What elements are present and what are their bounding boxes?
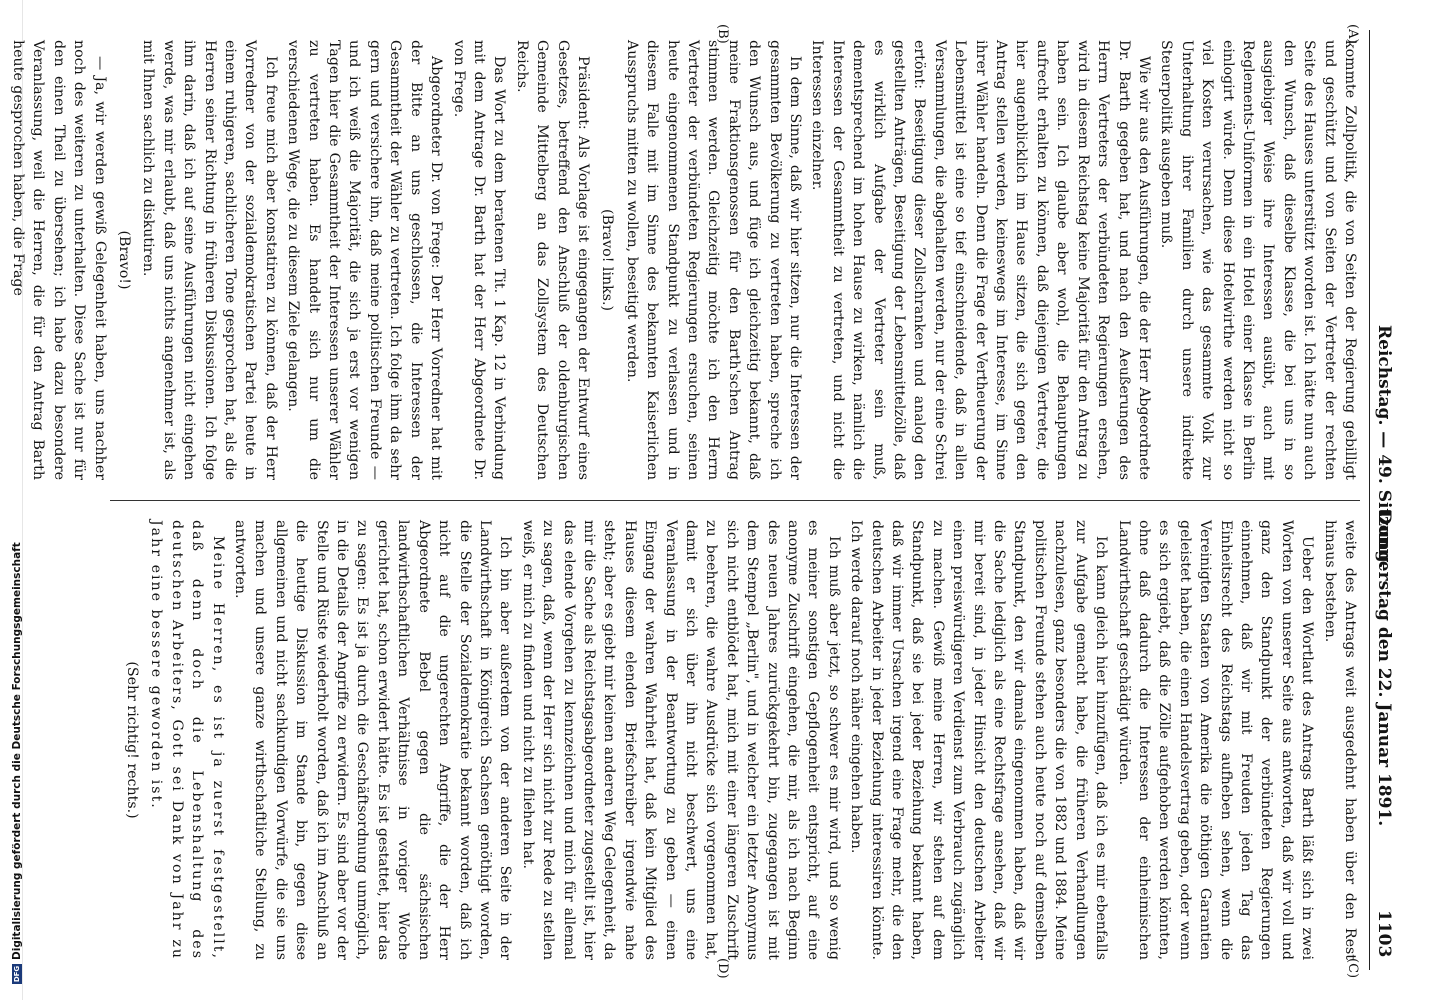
dfg-logo: DFG (13, 965, 21, 983)
paragraph: Ich muß aber jetzt, so schwer es mir wird, und so wenig es meiner sonstigen Gepflogenheit entspricht, auf eine anonyme Zuschrift eingehen, die mir, als ich nach Beginn des neuen Jahres zurückgekehrt bin, zugegangen ist mit dem Stempel „Berlin", und in welcher ein letzter Anonymus sich nicht entblödet hat, mich mit einer längeren Zuschrift zu beehren, die wahre Ausdrücke sich vorgenommen hat, damit er sich über ihn nicht beschwert, uns eine Veranlassung in der Beantwortung zu geben — einen Eingang der wahren Wahrheit hat, daß kein Mitglied des Hauses diesem elenden Briefschreiber irgendwie nahe steht; aber es giebt mir keinen anderen Weg Gelegenheit, da mir die Sache als Reichstagsabgeordneter zugestellt ist, hier das elende Vorgehen zu kennzeichnen und mich für allemal zu sagen, daß, wenn der Herr sich nicht zur Rede zu stellen weiß, er mich zu finden und nicht zu fliehen hat. (519, 520, 842, 960)
stage-direction: (Bravo!) (116, 230, 133, 290)
speech-paragraph: Abgeordneter Dr. von Frege: Der Herr Vorredner hat mit der Bitte an uns geschlossen, die Interessen der Gesammtheit der Wähler zu vertreten. Ich folge ihm da sehr gern und versichere ihn, daß meine politischen Freunde — und ich weiß die Majorität, die sich ja erst vor wenigen Tagen hier die Gesammtheit der Interessen unserer Wähler zu vertreten haben. Es handelt sich nur um die verschiedenen Wege, die zu diesem Ziele gelangen. (285, 40, 445, 480)
paragraph: Ich bin aber außerdem von der anderen Seite in der Landwirthschaft in Königreich Sachsen genöthigt worden, die Stelle der Sozialdemokratie bekannt worden, daß ich nicht auf die ungerechten Angriffe, die der Herr Abgeordnete Bebel gegen die sächsischen landwirthschaftlichen Verhältnisse in voriger Woche gerichtet hat, schon erwidert hätte. Es ist gestattet, hier das zu sagen: Es ist ja durch die Geschäftsordnung unmöglich, in die Details der Angriffe zu erwidern. Es sind aber vor der Stelle und Rüste wiederholt worden, daß ich im Anschluß an die heutige Diskussion im Stande bin, gegen diese allgemeinen und nicht sachkundigen Vorwürfe, die sie uns machen und unsere ganze wirthschaftliche Stellung, zu antworten. (232, 520, 514, 960)
stage-direction: (Bravo! links.) (599, 208, 616, 312)
paragraph: Ich freue mich aber konstatiren zu können, daß der Herr Vorredner von der sozialdemokratischen Partei heute in einem ruhigeren, sachlicheren Tone gesprochen hat, als die Herren seiner Richtung in früheren Diskussionen. Ich folge ihm darin, daß ich auf seine Ausführungen nicht eingehen werde, was mir erlaubt, daß uns nichts angenehmer ist, als mit Ihnen sachlich zu diskutiren. (140, 40, 279, 480)
paragraph: — Ja, wir werden gewiß Gelegenheit haben, uns nachher noch des weiteren zu unterhalten. Diese Sache ist nur für den einen Theil zu übersehen; ich habe dazu besondere Veranlassung, weil die Herren, die für den Antrag Barth heute gesprochen haben, die Frage (10, 40, 108, 480)
paragraph: Wie wir aus den Ausführungen, die der Herr Abgeordnete Dr. Barth gegeben hat, und nach den Aeußerungen des Herrn Vertreters der verbündeten Regierungen ersehen, wird in diesem Reichstag keine Majorität für den Antrag zu haben sein. Ich glaube aber wohl, die Behauptungen aufrecht erhalten zu können, daß diejenigen Vertreter, die hier augenblicklich im Hause sitzen, die sich gegen den Antrag stellen werden, keineswegs im Interesse, im Sinne ihrer Wähler handeln. Denn die Frage der Vertheuerung der Lebensmittel ist eine so tief einschneidende, daß in allen Versammlungen, die abgehalten werden, nur der eine Schrei ertönt: Beseitigung dieser Zollschranken und analog den gestellten Anträgen, Beseitigung der Lebensmittelzölle, daß es wirklich Aufgabe der Vertreter sein muß, dementsprechend im hohen Hause zu wirken, nämlich die Interessen der Gesammtheit zu vertreten, und nicht die Interessen einzelner. (809, 40, 1152, 480)
paragraph: Ueber den Wortlaut des Antrags Barth läßt sich in zwei Worten von unserer Seite aus antworten, daß wir voll und ganz den Standpunkt der verbündeten Regierungen einnehmen, daß wir mit Freuden jeden Tag das Einheitsrecht des Reichstags aufheben sehen, wenn die Vereinigten Staaten von Amerika die nöthigen Garantien geleistet haben, die einen Handelsvertrag geben, oder wenn es sich ergiebt, daß die Zölle aufgehoben werden könnten, ohne daß dadurch die Interessen der einheimischen Landwirthschaft geschädigt würden. (1115, 520, 1316, 960)
paragraph: kommte Zollpolitik, die von Seiten der Regierung gebilligt und geschützt und von Seiten der Vertreter der rechten Seite des Hauses unterstützt worden ist. Ich hätte nun auch den Wunsch, daß dieselbe Klasse, die bei uns in so ausgiebiger Weise ihre Interessen ausübt, auch mit Reglements-Uniformen in ein Hotel einer Klasse in Berlin einlogirt würde. Denn diese Hotelwirthe werden nicht so viel Kosten verursachen, wie das gesammte Volk zur Unterhaltung ihrer Familien durch unsere indirekte Steuerpolitik ausgeben muß. (1158, 40, 1358, 480)
page-number: 1103 (1374, 910, 1394, 958)
right-column (110, 520, 1360, 960)
funding-text: Digitalisierung gefördert durch die Deutsche Forschungsgemeinschaft (11, 542, 23, 960)
margin-mark-a: (A) (1345, 24, 1360, 44)
paragraph: Meine Herren, es ist ja zuerst festgestellt, daß denn doch die Lebenshaltung des deutschen Arbeiters, Gott sei Dank von Jahr zu Jahr eine bessere geworden ist. (148, 520, 226, 960)
paragraph: Das Wort zu dem beratenen Tit. 1 Kap. 12 in Verbindung mit dem Antrage Dr. Barth hat der Herr Abgeordnete Dr. von Frege. (450, 40, 508, 480)
page-header (1369, 30, 1400, 970)
margin-mark-c: (C) (1345, 958, 1360, 979)
margin-mark-b: (B) (715, 24, 730, 44)
stage-direction: (Sehr richtig! rechts.) (124, 661, 141, 819)
paragraph: Ich kann gleich hier hinzufügen, daß ich es mir ebenfalls zur Aufgabe gemacht habe, die früheren Verhandlungen nachzulesen, ganz besonders die von 1882 und 1884. Meine politischen Freunde stehen auch heute noch auf demselben Standpunkt, den wir damals eingenommen haben, daß wir die Sache lediglich als eine Rechtsfrage ansehen, daß wir mir bereit sind, in jeder Hinsicht den deutschen Arbeiter einen preiswürdigeren Verdienst zum Verbrauch zugänglich zu machen. Gewiß meine Herren, wir stehen auf dem Standpunkt, daß sie bei jeder Beziehung bekannt haben, daß wir immer Ursachen irgend eine Frage mehr, die den deutschen Arbeiter in jeder Beziehung interessiren könnte. Ich werde darauf noch näher eingehen haben. (848, 520, 1110, 960)
paragraph: In dem Sinne, daß wir hier sitzen, nur die Interessen der gesammten Bevölkerung zu vertreten haben, spreche ich den Wunsch aus, und füge ich gleichzeitig bekannt, daß meine Fraktionsgenossen für den Barth'schen Antrag stimmen werden. Gleichzeitig möchte ich den Herrn Vertreter der verbündeten Regierungen ersuchen, seinen heute eingenommenen Standpunkt zu verlassen und in diesem Falle mit im Sinne des bekannten Kaiserlichen Ausspruchs mitten zu wollen, beseitigt werden. (623, 40, 804, 480)
header-session: Reichstag. — 49. Sitzung. (1374, 325, 1394, 569)
header-date: Donnerstag den 22. Januar 1891. (1374, 510, 1394, 827)
left-column (10, 40, 1360, 480)
president-statement: Präsident: Als Vorlage ist eingegangen der Entwurf eines Gesetzes, betreffend den Anschluß der oldenburgischen Gemeinde Mittelberg an das Zollsystem des Deutschen Reichs. (513, 40, 591, 480)
column-divider (110, 500, 1360, 501)
funding-notice (11, 542, 23, 984)
margin-mark-d: (D) (715, 958, 730, 979)
paragraph: weite des Antrags weit ausgedehnt haben über den Rest hinaus bestehen. (1321, 520, 1358, 960)
